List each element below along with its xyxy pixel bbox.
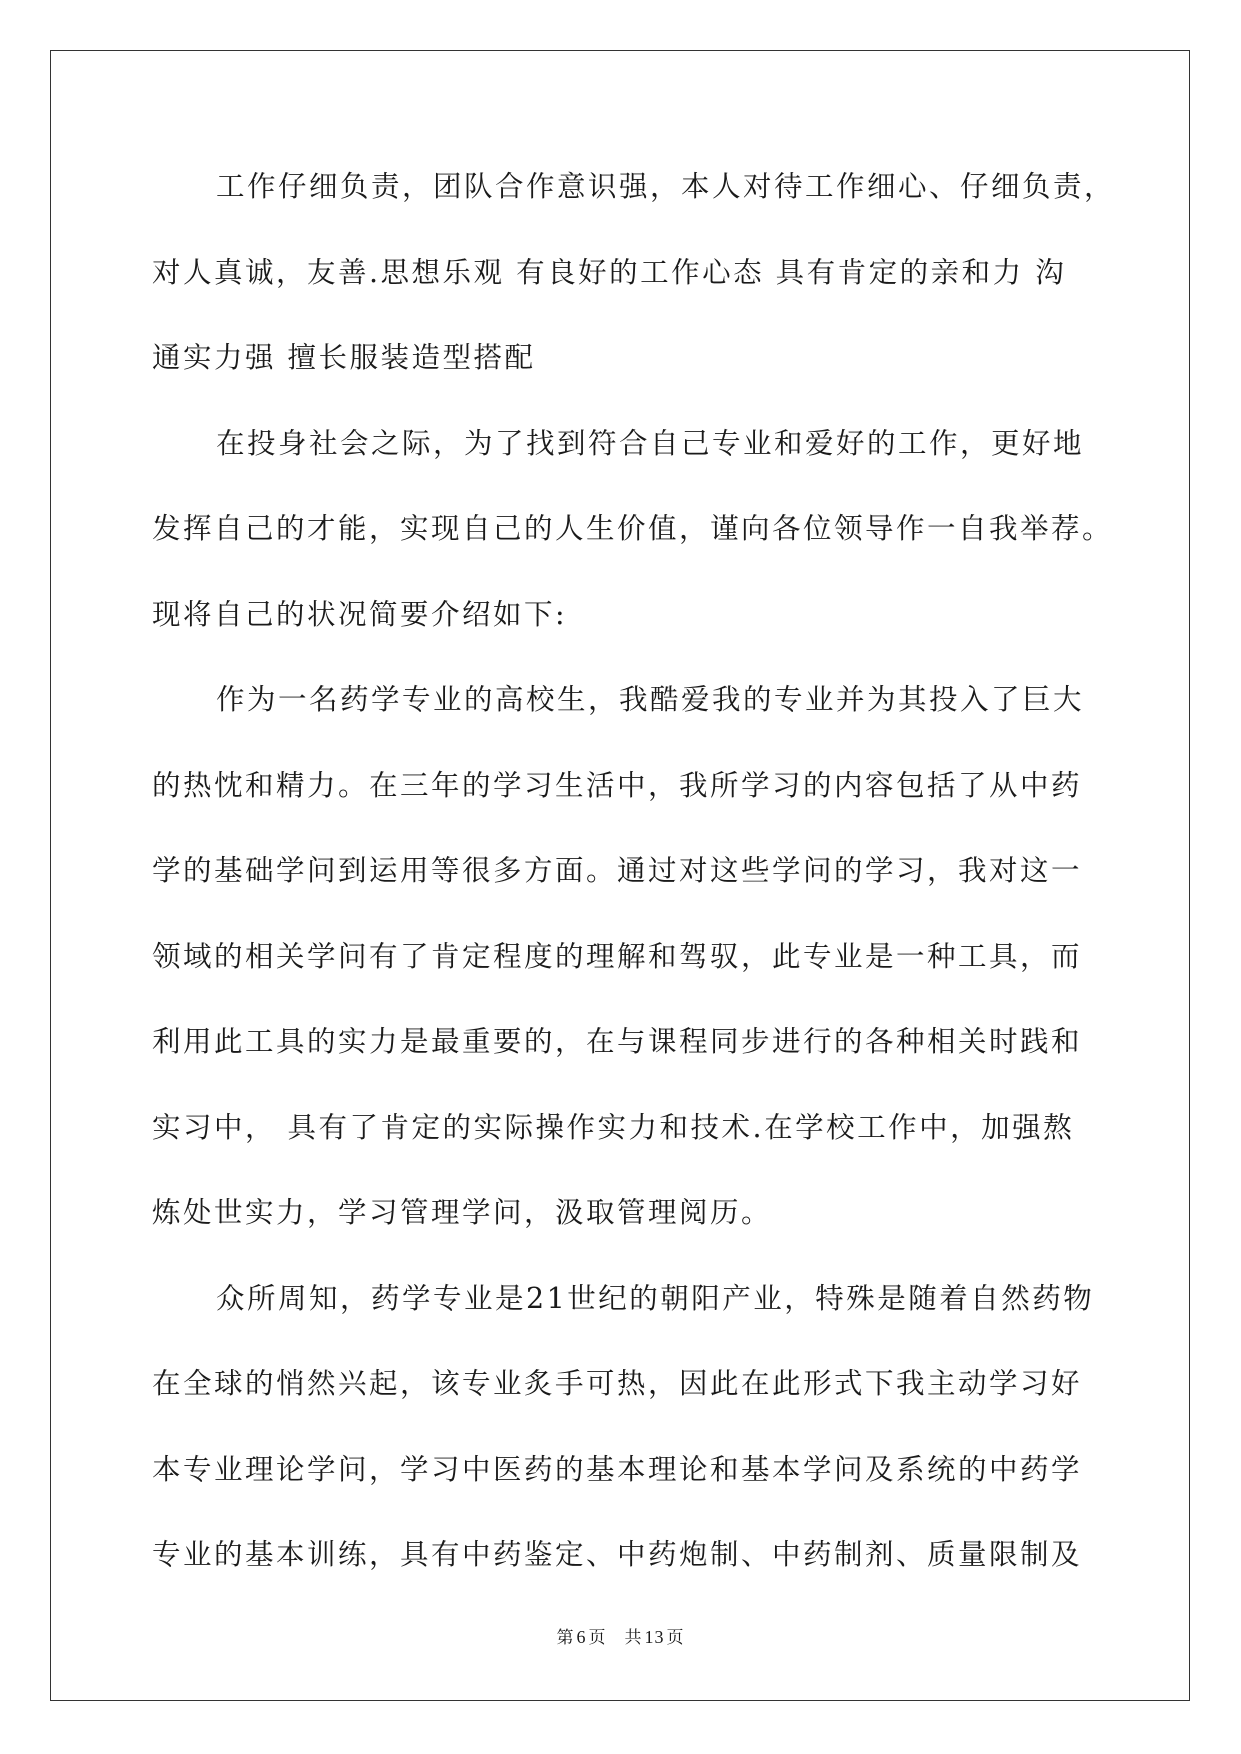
text-line: 众所周知，药学专业是21世纪的朝阳产业，特殊是随着自然药物 [216,1281,1095,1315]
text-line: 本专业理论学问，学习中医药的基本理论和基本学问及系统的中药学 [152,1452,1083,1486]
text-line: 对人真诚，友善.思想乐观 有良好的工作心态 具有肯定的亲和力 沟 [152,255,1067,289]
text-line: 实习中， 具有了肯定的实际操作实力和技术.在学校工作中，加强熬 [152,1110,1075,1144]
text-line: 通实力强 擅长服装造型搭配 [152,341,536,374]
text-line: 在投身社会之际，为了找到符合自己专业和爱好的工作，更好地 [216,426,1085,460]
page-prefix: 第 [556,1628,575,1648]
total-pages: 13 [644,1627,665,1647]
text-line: 的热忱和精力。在三年的学习生活中，我所学习的内容包括了从中药 [152,768,1083,802]
document-body [152,160,1116,1614]
text-line: 工作仔细负责，团队合作意识强，本人对待工作细心、仔细负责， [216,170,1116,203]
text-line: 炼处世实力，学习管理学问，汲取管理阅历。 [152,1196,773,1229]
text-line: 在全球的悄然兴起，该专业炙手可热，因此在此形式下我主动学习好 [152,1367,1083,1400]
text-line: 现将自己的状况简要介绍如下: [152,597,568,631]
text-line: 领域的相关学问有了肯定程度的理解和驾驭，此专业是一种工具，而 [152,939,1083,973]
page-number: 6 [576,1627,587,1647]
total-suffix: 页 [666,1628,685,1648]
text-line: 利用此工具的实力是最重要的，在与课程同步进行的各种相关时践和 [152,1025,1083,1058]
page-suffix: 页 [588,1628,607,1648]
text-line: 发挥自己的才能，实现自己的人生价值，谨向各位领导作一自我举荐。 [152,512,1114,545]
text-line: 学的基础学问到运用等很多方面。通过对这些学问的学习，我对这一 [152,854,1083,887]
page-footer [0,1625,1241,1650]
text-line: 作为一名药学专业的高校生，我酷爱我的专业并为其投入了巨大 [216,683,1085,716]
total-prefix: 共 [624,1628,643,1648]
text-line: 专业的基本训练，具有中药鉴定、中药炮制、中药制剂、质量限制及 [152,1538,1083,1571]
